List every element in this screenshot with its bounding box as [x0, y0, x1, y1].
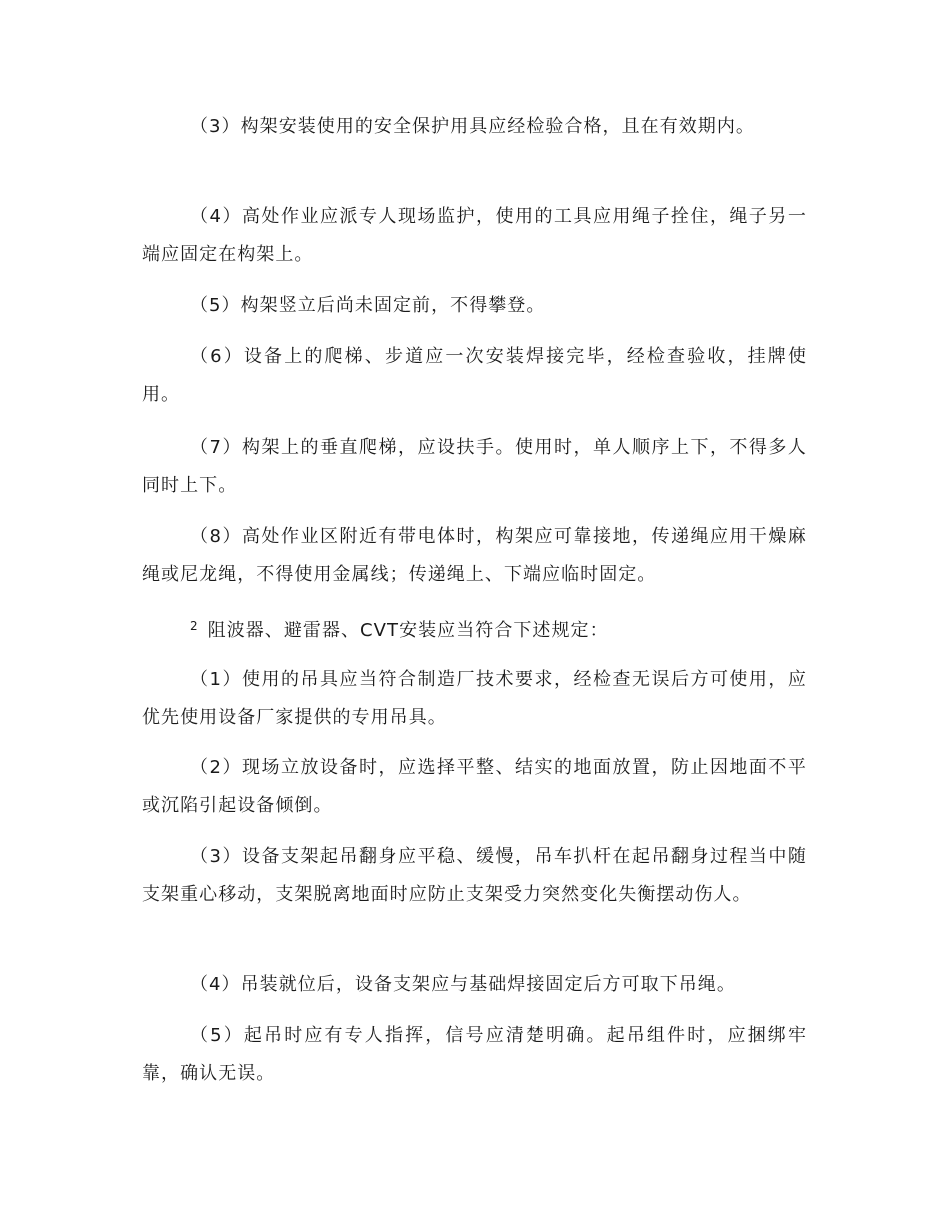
section-heading-text: 阻波器、避雷器、CVT安装应当符合下述规定： — [207, 620, 609, 641]
paragraph-item-3b: （3）设备支架起吊翻身应平稳、缓慢，吊车扒杆在起吊翻身过程当中随支架重心移动，支架脱离地面时应防止支架受力突然变化失衡摆动伤人。 — [142, 846, 807, 905]
paragraph-item-7: （7）构架上的垂直爬梯，应设扶手。使用时，单人顺序上下，不得多人同时上下。 — [142, 437, 807, 496]
paragraph-item-2: （2）现场立放设备时，应选择平整、结实的地面放置，防止因地面不平或沉陷引起设备倾倒。 — [142, 757, 807, 816]
paragraph-item-8: （8）高处作业区附近有带电体时，构架应可靠接地，传递绳应用干燥麻绳或尼龙绳，不得使用金属线；传递绳上、下端应临时固定。 — [142, 526, 807, 585]
paragraph-item-5: （5）构架竖立后尚未固定前，不得攀登。 — [190, 295, 546, 316]
paragraph-item-1: （1）使用的吊具应当符合制造厂技术要求，经检查无误后方可使用，应优先使用设备厂家提供的专用吊具。 — [142, 669, 807, 728]
section-heading — [142, 607, 807, 650]
paragraph-item-3: （3）构架安装使用的安全保护用具应经检验合格，且在有效期内。 — [190, 116, 755, 137]
paragraph-item-4b: （4）吊装就位后，设备支架应与基础焊接固定后方可取下吊绳。 — [190, 974, 736, 995]
section-number: 2 — [190, 619, 198, 633]
paragraph-item-5b: （5）起吊时应有专人指挥，信号应清楚明确。起吊组件时，应捆绑牢靠，确认无误。 — [142, 1025, 807, 1084]
paragraph-item-6: （6）设备上的爬梯、步道应一次安装焊接完毕，经检查验收，挂牌使用。 — [142, 346, 807, 405]
paragraph-item-4: （4）高处作业应派专人现场监护，使用的工具应用绳子拴住，绳子另一端应固定在构架上。 — [142, 206, 807, 265]
